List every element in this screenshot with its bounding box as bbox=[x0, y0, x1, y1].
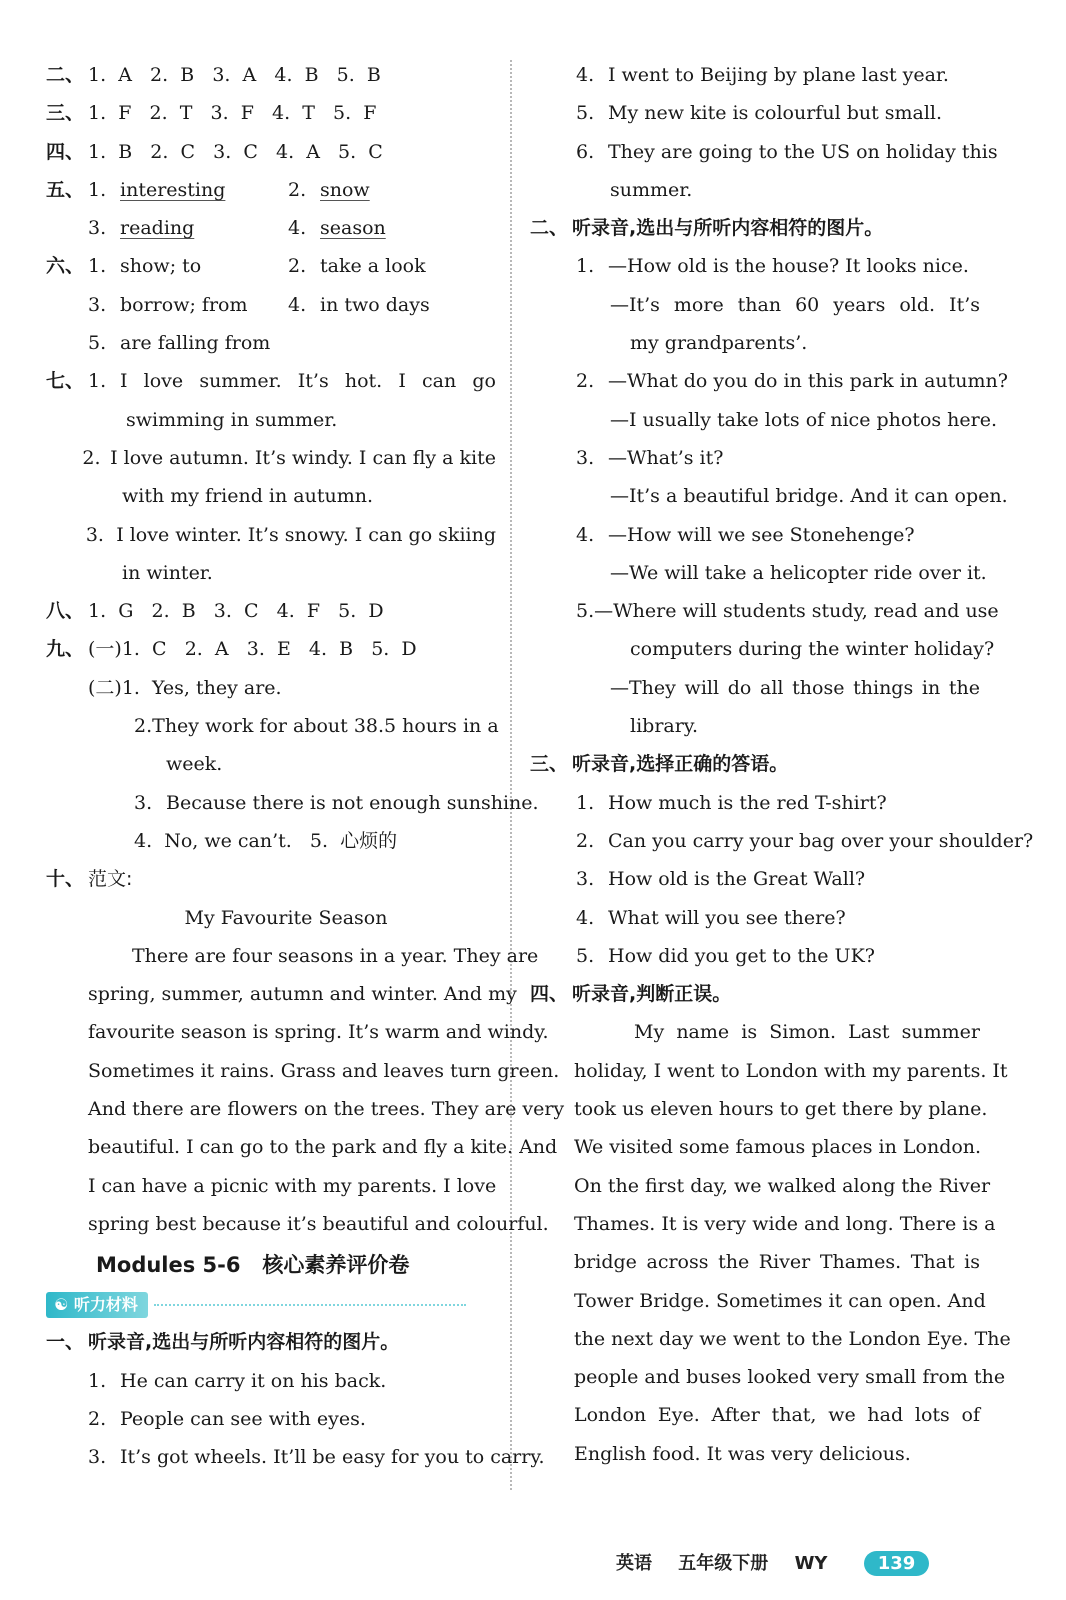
item-text: My new kite is colourful but small. bbox=[608, 102, 943, 125]
dialogue-text: —I usually take lots of nice photos here. bbox=[610, 408, 998, 431]
dotted-rule bbox=[154, 1304, 466, 1306]
part-1-item bbox=[46, 1438, 545, 1476]
item-number: 3. bbox=[576, 446, 595, 469]
answer: season bbox=[320, 217, 386, 240]
answer-row-4 bbox=[46, 133, 496, 171]
essay-line: Sometimes it rains. Grass and leaves turn green. bbox=[88, 1059, 560, 1082]
section-mark: 四、 bbox=[530, 983, 569, 1006]
answer: in two days bbox=[320, 293, 430, 316]
section-mark: 九、 bbox=[46, 638, 85, 661]
part-1-item bbox=[46, 1362, 496, 1400]
dialogue-line bbox=[530, 707, 980, 745]
dialogue-line: —They will do all those things in the bbox=[610, 676, 980, 699]
answer-row-9c bbox=[46, 707, 499, 745]
essay-title: My Favourite Season bbox=[184, 906, 388, 929]
part-3-heading bbox=[530, 745, 980, 783]
item-number: 3. bbox=[88, 293, 107, 316]
answer: week. bbox=[166, 753, 223, 776]
part-title: 听录音,判断正误。 bbox=[572, 983, 732, 1006]
answer: take a look bbox=[320, 255, 426, 278]
part-1-item-cont bbox=[530, 171, 980, 209]
item-text: It’s got wheels. It’ll be easy for you to carry. bbox=[120, 1446, 545, 1469]
passage-line: We visited some famous places in London. bbox=[574, 1136, 982, 1159]
sentence: with my friend in autumn. bbox=[122, 485, 373, 508]
part-3-item bbox=[530, 899, 980, 937]
dialogue-line bbox=[530, 516, 980, 554]
grade: 五年级下册 bbox=[678, 1553, 769, 1574]
item-number: 4. bbox=[288, 217, 307, 240]
item-number: 5. bbox=[88, 332, 107, 355]
answer-row-10 bbox=[46, 860, 496, 898]
answer: (二)1. Yes, they are. bbox=[88, 676, 282, 699]
passage-line: holiday, I went to London with my parents. It bbox=[574, 1059, 1008, 1082]
dialogue-text: —It’s a beautiful bridge. And it can open. bbox=[610, 485, 1008, 508]
item-number: 4. bbox=[576, 906, 595, 929]
answer: Because there is not enough sunshine. bbox=[166, 791, 539, 814]
item-number: 2. bbox=[576, 829, 595, 852]
section-mark: 三、 bbox=[530, 753, 569, 776]
item-text: Can you carry your bag over your shoulder? bbox=[608, 829, 1034, 852]
answer: They work for about 38.5 hours in a bbox=[152, 715, 499, 738]
dialogue-text: —How old is the house? It looks nice. bbox=[608, 255, 969, 278]
dialogue-line bbox=[530, 630, 995, 668]
page-footer bbox=[616, 1549, 949, 1576]
passage-line: took us eleven hours to get there by plane. bbox=[574, 1098, 988, 1121]
answer: reading bbox=[120, 217, 195, 240]
part-title: 听录音,选出与所听内容相符的图片。 bbox=[572, 217, 884, 240]
answer-row-7-1a bbox=[46, 362, 496, 400]
listening-label: ☯ 听力材料 bbox=[46, 1292, 148, 1318]
section-mark: 十、 bbox=[46, 868, 85, 891]
item-number: 2. bbox=[576, 370, 595, 393]
answer-row-6a bbox=[46, 247, 496, 285]
answer: show; to bbox=[120, 255, 202, 278]
answers: 1. A 2. B 3. A 4. B 5. B bbox=[88, 64, 381, 86]
item-number: 2. bbox=[88, 1407, 107, 1430]
dialogue-line bbox=[530, 401, 998, 439]
item-number: 5. bbox=[576, 944, 595, 967]
dialogue-line: —It’s more than 60 years old. It’s bbox=[610, 293, 980, 316]
answer: are falling from bbox=[120, 332, 271, 355]
dialogue-text: —What do you do in this park in autumn? bbox=[608, 370, 1008, 393]
module-title: Modules 5-6 核心素养评价卷 bbox=[96, 1253, 410, 1278]
page-number: 139 bbox=[864, 1551, 930, 1576]
dialogue-line bbox=[530, 362, 1008, 400]
part-2-heading bbox=[530, 209, 980, 247]
subject: 英语 bbox=[616, 1553, 652, 1574]
dialogue-line bbox=[530, 554, 987, 592]
answer-row-5a bbox=[46, 171, 496, 209]
dialogue-text: library. bbox=[630, 715, 699, 738]
answer-row-7-3a bbox=[46, 516, 496, 554]
dialogue-line bbox=[530, 247, 980, 285]
right-column bbox=[530, 56, 1034, 1473]
item-number: 4. bbox=[576, 64, 595, 86]
passage-line: the next day we went to the London Eye. The bbox=[574, 1327, 1011, 1350]
passage-line: London Eye. After that, we had lots of bbox=[574, 1404, 980, 1427]
part-title: 听录音,选出与所听内容相符的图片。 bbox=[88, 1331, 400, 1354]
answer-row-5b bbox=[46, 209, 496, 247]
passage-line: Tower Bridge. Sometimes it can open. And bbox=[574, 1289, 986, 1312]
section-mark: 二、 bbox=[530, 217, 569, 240]
section-mark: 八、 bbox=[46, 600, 85, 623]
answer-row-9b bbox=[46, 669, 496, 707]
answer: interesting bbox=[120, 178, 226, 201]
dialogue-line bbox=[530, 592, 999, 630]
essay-line: There are four seasons in a year. They are bbox=[132, 944, 539, 967]
dialogue-text: —Where will students study, read and use bbox=[594, 600, 999, 623]
headphone-icon: ☯ bbox=[54, 1295, 69, 1315]
item-text: I went to Beijing by plane last year. bbox=[608, 64, 949, 86]
answers: (一)1. C 2. A 3. E 4. B 5. D bbox=[88, 638, 417, 661]
part-title: 听录音,选择正确的答语。 bbox=[572, 753, 789, 776]
sentence: I love summer. It’s hot. I can go bbox=[120, 370, 496, 393]
item-number: 1. bbox=[88, 370, 107, 393]
item-number: 4. bbox=[288, 293, 307, 316]
passage-line: bridge across the River Thames. That is bbox=[574, 1251, 980, 1274]
sentence: in winter. bbox=[122, 561, 213, 584]
answer-row-2 bbox=[46, 56, 496, 94]
dialogue-text: —How will we see Stonehenge? bbox=[608, 523, 915, 546]
part-1-item bbox=[46, 1400, 496, 1438]
answer-row-9e bbox=[46, 784, 539, 822]
item-number: 2. bbox=[134, 715, 153, 738]
answer-row-9d bbox=[46, 745, 496, 783]
dialogue-text: —What’s it? bbox=[608, 446, 724, 469]
answer: snow bbox=[320, 178, 370, 201]
essay-line: spring, summer, autumn and winter. And my bbox=[88, 983, 517, 1006]
part-1-heading bbox=[46, 1323, 496, 1361]
essay-line: spring best because it’s beautiful and colourful. bbox=[88, 1212, 549, 1235]
item-text: How much is the red T-shirt? bbox=[608, 791, 887, 814]
item-number: 1. bbox=[576, 255, 595, 278]
answer: 4. No, we can’t. 5. 心烦的 bbox=[134, 829, 398, 852]
item-number: 5. bbox=[576, 102, 595, 125]
sentence: swimming in summer. bbox=[126, 408, 338, 431]
item-number: 6. bbox=[576, 140, 595, 163]
passage-line: On the first day, we walked along the River bbox=[574, 1174, 991, 1197]
dialogue-text: computers during the winter holiday? bbox=[630, 638, 995, 661]
answers: 1. F 2. T 3. F 4. T 5. F bbox=[88, 102, 377, 125]
answer-row-7-2b bbox=[46, 477, 496, 515]
model-essay-label: 范文: bbox=[88, 868, 133, 891]
item-number: 2. bbox=[82, 446, 101, 469]
left-column bbox=[46, 56, 565, 1476]
answer-row-6b bbox=[46, 286, 496, 324]
answer-row-6c bbox=[46, 324, 496, 362]
section-mark: 五、 bbox=[46, 178, 85, 201]
dialogue-line bbox=[530, 324, 980, 362]
answer-row-3 bbox=[46, 94, 496, 132]
dialogue-text: my grandparents’. bbox=[630, 332, 808, 355]
sentence: I love winter. It’s snowy. I can go skiing bbox=[116, 523, 496, 546]
essay-line: I can have a picnic with my parents. I love bbox=[88, 1174, 497, 1197]
passage-line: Thames. It is very wide and long. There is a bbox=[574, 1212, 996, 1235]
passage-line: English food. It was very delicious. bbox=[574, 1442, 911, 1465]
item-number: 1. bbox=[88, 255, 107, 278]
part-4-heading bbox=[530, 975, 980, 1013]
item-text: He can carry it on his back. bbox=[120, 1369, 387, 1392]
passage-line: people and buses looked very small from the bbox=[574, 1366, 1006, 1389]
answer-row-7-1b bbox=[46, 401, 496, 439]
item-text: How old is the Great Wall? bbox=[608, 868, 866, 891]
item-number: 3. bbox=[88, 1446, 107, 1469]
answers: 1. B 2. C 3. C 4. A 5. C bbox=[88, 140, 383, 163]
answer-row-9f bbox=[46, 822, 496, 860]
passage-line: My name is Simon. Last summer bbox=[634, 1021, 980, 1044]
item-number: 1. bbox=[88, 178, 107, 201]
answers: 1. G 2. B 3. C 4. F 5. D bbox=[88, 600, 384, 623]
part-3-item bbox=[530, 784, 980, 822]
dialogue-text: —We will take a helicopter ride over it. bbox=[610, 561, 987, 584]
item-number: 2. bbox=[288, 178, 307, 201]
item-number: 3. bbox=[134, 791, 153, 814]
part-1-item bbox=[530, 56, 980, 94]
section-mark: 四、 bbox=[46, 140, 85, 163]
item-text: They are going to the US on holiday this bbox=[608, 140, 998, 163]
section-mark: 二、 bbox=[46, 64, 85, 86]
item-text: What will you see there? bbox=[608, 906, 846, 929]
part-1-item bbox=[530, 94, 980, 132]
item-text: People can see with eyes. bbox=[120, 1407, 366, 1430]
item-number: 1. bbox=[576, 791, 595, 814]
answer-row-9a bbox=[46, 630, 496, 668]
section-mark: 六、 bbox=[46, 255, 85, 278]
answer-row-7-2a bbox=[46, 439, 496, 477]
essay-line: And there are flowers on the trees. They are very bbox=[88, 1098, 565, 1121]
sentence: I love autumn. It’s windy. I can fly a kite bbox=[110, 446, 496, 469]
answer-row-7-3b bbox=[46, 554, 496, 592]
item-number: 3. bbox=[85, 523, 104, 546]
item-number: 5. bbox=[576, 600, 595, 623]
essay-line: favourite season is spring. It’s warm and windy. bbox=[88, 1021, 549, 1044]
item-text: summer. bbox=[610, 178, 693, 201]
item-number: 3. bbox=[88, 217, 107, 240]
part-3-item bbox=[530, 822, 1034, 860]
section-mark: 三、 bbox=[46, 102, 85, 125]
listening-material-banner bbox=[46, 1287, 496, 1323]
answer-row-8 bbox=[46, 592, 496, 630]
column-divider bbox=[510, 60, 512, 1490]
item-number: 2. bbox=[288, 255, 307, 278]
item-number: 4. bbox=[576, 523, 595, 546]
section-mark: 一、 bbox=[46, 1331, 85, 1354]
part-1-item bbox=[530, 133, 998, 171]
item-text: How did you get to the UK? bbox=[608, 944, 875, 967]
section-mark: 七、 bbox=[46, 370, 85, 393]
essay-line: beautiful. I can go to the park and fly a kite. And bbox=[88, 1136, 558, 1159]
item-number: 1. bbox=[88, 1369, 107, 1392]
item-number: 3. bbox=[576, 868, 595, 891]
dialogue-line bbox=[530, 477, 1008, 515]
part-3-item bbox=[530, 937, 980, 975]
dialogue-line bbox=[530, 439, 980, 477]
answer: borrow; from bbox=[120, 293, 248, 316]
edition: WY bbox=[794, 1553, 828, 1574]
part-3-item bbox=[530, 860, 980, 898]
